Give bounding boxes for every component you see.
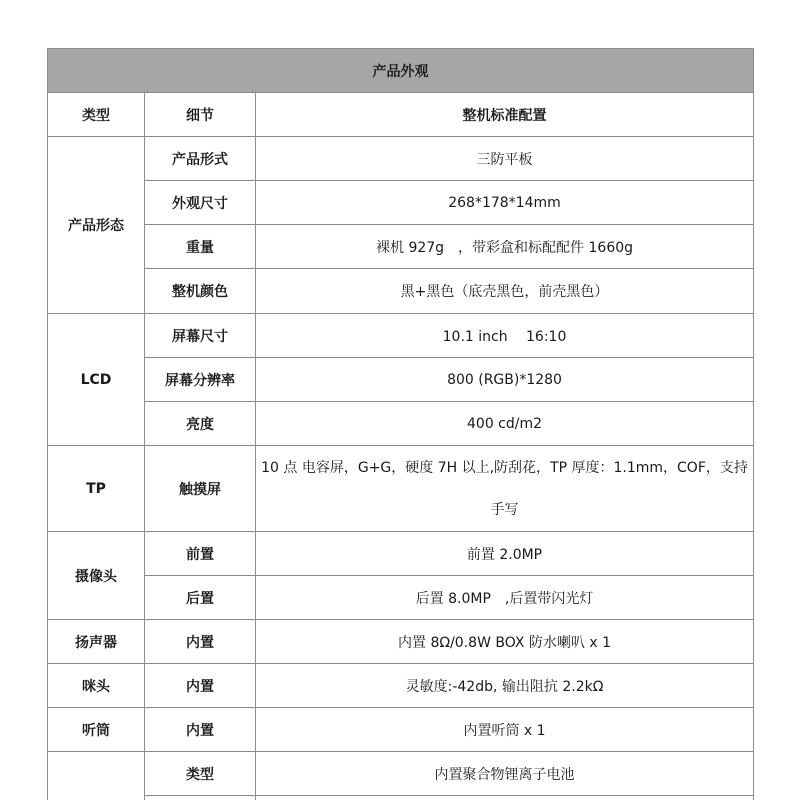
table-row	[48, 708, 754, 752]
value-cell	[256, 796, 754, 800]
table-row	[48, 796, 754, 800]
value-cell: 400 cd/m2	[256, 402, 754, 446]
value-cell: 内置听筒 x 1	[256, 708, 754, 752]
category-cell	[48, 752, 145, 800]
table-row	[48, 269, 754, 314]
table-header-row	[48, 93, 754, 137]
value-cell: 10 点 电容屏，G+G，硬度 7H 以上,防刮花，TP 厚度：1.1mm，COF，支持手写	[256, 446, 754, 532]
value-cell: 内置 8Ω/0.8W BOX 防水喇叭 x 1	[256, 620, 754, 664]
detail-cell: 屏幕分辨率	[145, 358, 256, 402]
detail-cell: 内置	[145, 708, 256, 752]
value-cell: 800 (RGB)*1280	[256, 358, 754, 402]
detail-cell: 外观尺寸	[145, 181, 256, 225]
detail-cell: 后置	[145, 576, 256, 620]
table-row	[48, 358, 754, 402]
table-row	[48, 664, 754, 708]
value-cell: 268*178*14mm	[256, 181, 754, 225]
table-row	[48, 620, 754, 664]
category-cell: 摄像头	[48, 532, 145, 620]
value-cell: 内置聚合物锂离子电池	[256, 752, 754, 796]
category-cell: 听筒	[48, 708, 145, 752]
detail-cell: 产品形式	[145, 137, 256, 181]
table-title: 产品外观	[48, 49, 754, 93]
table-title-row	[48, 49, 754, 93]
value-cell: 黑+黑色（底壳黑色，前壳黑色）	[256, 269, 754, 314]
table-row	[48, 446, 754, 532]
category-cell: 扬声器	[48, 620, 145, 664]
detail-cell: 内置	[145, 620, 256, 664]
table-row	[48, 181, 754, 225]
category-cell: TP	[48, 446, 145, 532]
header-detail: 细节	[145, 93, 256, 137]
table-row	[48, 137, 754, 181]
category-cell: 咪头	[48, 664, 145, 708]
detail-cell: 触摸屏	[145, 446, 256, 532]
detail-cell: 屏幕尺寸	[145, 314, 256, 358]
detail-cell	[145, 796, 256, 800]
detail-cell: 前置	[145, 532, 256, 576]
value-cell: 后置 8.0MP ,后置带闪光灯	[256, 576, 754, 620]
value-cell: 灵敏度:-42db, 输出阻抗 2.2kΩ	[256, 664, 754, 708]
category-cell: LCD	[48, 314, 145, 446]
value-cell: 前置 2.0MP	[256, 532, 754, 576]
category-cell: 产品形态	[48, 137, 145, 314]
header-config: 整机标准配置	[256, 93, 754, 137]
detail-cell: 内置	[145, 664, 256, 708]
detail-cell: 重量	[145, 225, 256, 269]
value-cell: 10.1 inch 16:10	[256, 314, 754, 358]
table-row	[48, 225, 754, 269]
detail-cell: 类型	[145, 752, 256, 796]
table-row	[48, 752, 754, 796]
table-row	[48, 402, 754, 446]
header-type: 类型	[48, 93, 145, 137]
table-row	[48, 532, 754, 576]
spec-table	[47, 48, 754, 800]
value-cell: 裸机 927g ，带彩盒和标配配件 1660g	[256, 225, 754, 269]
detail-cell: 亮度	[145, 402, 256, 446]
value-cell: 三防平板	[256, 137, 754, 181]
detail-cell: 整机颜色	[145, 269, 256, 314]
table-row	[48, 576, 754, 620]
table-row	[48, 314, 754, 358]
